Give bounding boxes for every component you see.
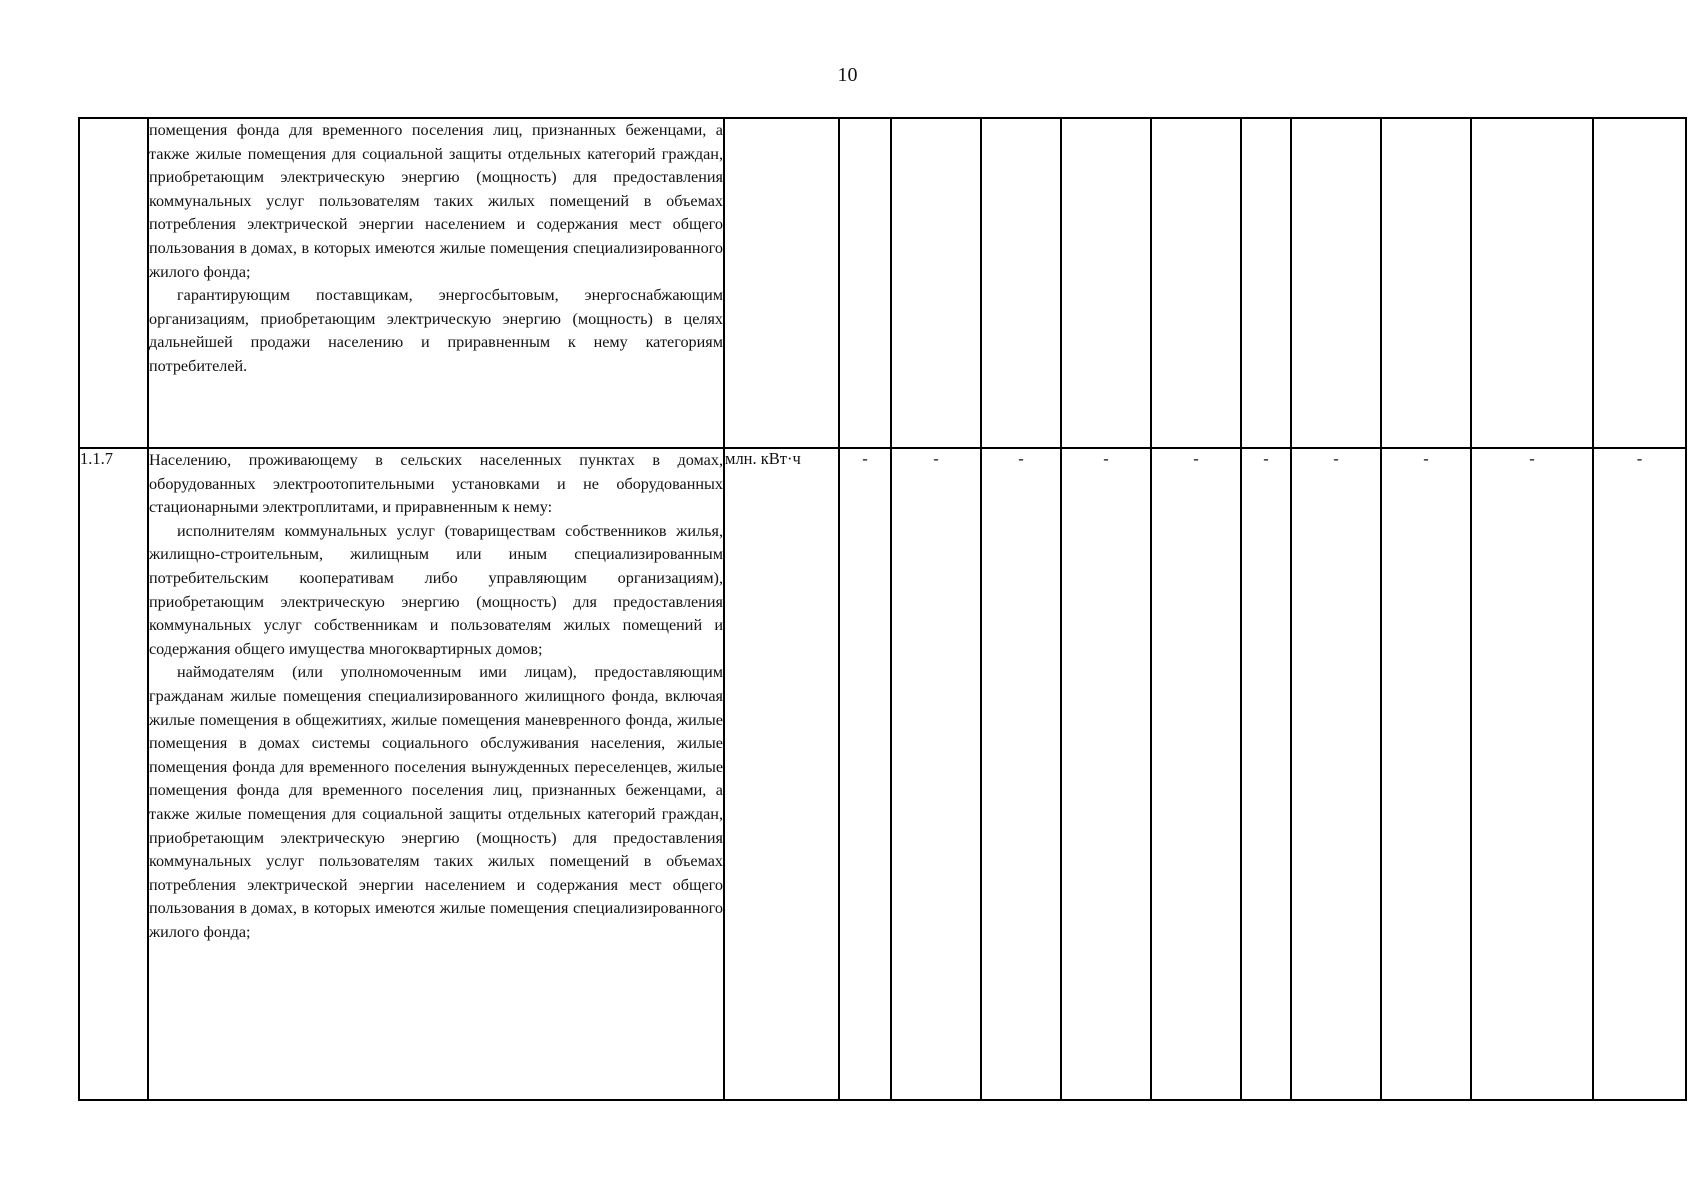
table-row-continuation <box>79 118 1686 448</box>
unit-cell: млн. кВт·ч <box>724 448 839 1100</box>
row-description-cell <box>148 118 724 448</box>
value-cell <box>981 118 1061 448</box>
table-row-1-1-7 <box>79 448 1686 1100</box>
description-paragraph: исполнителям коммунальных услуг (товариществам собственников жилья, жилищно-строительным, жилищным или иным специализированным потребительским кооперативам либо управляющим организациям), приобретающим электрическую энергию (мощность) для предоставления коммунальных услуг собственникам и пользователям жилых помещений и содержания общего имущества многоквартирных домов; <box>149 521 723 658</box>
value-cell <box>839 118 891 448</box>
row-description-cell <box>148 448 724 1100</box>
value-cell <box>1241 118 1291 448</box>
tariff-table <box>78 117 1687 1101</box>
unit-cell <box>724 118 839 448</box>
value-cell: - <box>981 448 1061 1100</box>
value-cell <box>891 118 981 448</box>
description-paragraph: гарантирующим поставщикам, энергосбытовым, энергоснабжающим организациям, приобретающим электрическую энергию (мощность) в целях дальнейшей продажи населению и приравненным к нему категориям потребителей. <box>149 286 723 375</box>
value-cell: - <box>891 448 981 1100</box>
page-number: 10 <box>837 64 858 86</box>
value-cell: - <box>1593 448 1686 1100</box>
description-paragraph: помещения фонда для временного поселения лиц, признанных беженцами, а также жилые помещения для социальной защиты отдельных категорий граждан, приобретающим электрическую энергию (мощность) для предоставления коммунальных услуг пользователям таких жилых помещений в объемах потребления электрической энергии населением и содержания мест общего пользования в домах, в которых имеются жилые помещения специализированного жилого фонда; <box>149 121 723 281</box>
value-cell <box>1593 118 1686 448</box>
value-cell: - <box>1151 448 1241 1100</box>
value-cell <box>1061 118 1151 448</box>
value-cell: - <box>1381 448 1471 1100</box>
row-number-cell: 1.1.7 <box>79 448 148 1100</box>
value-cell <box>1151 118 1241 448</box>
description-paragraph: Населению, проживающему в сельских населенных пунктах в домах, оборудованных электроотопительными установками и не оборудованных стационарными электроплитами, и приравненным к нему: <box>149 451 723 517</box>
description-paragraph: наймодателям (или уполномоченным ими лицам), предоставляющим гражданам жилые помещения специализированного жилищного фонда, включая жилые помещения в общежитиях, жилые помещения маневренного фонда, жилые помещения в домах системы социального обслуживания населения, жилые помещения фонда для временного поселения вынужденных переселенцев, жилые помещения фонда для временного поселения лиц, признанных беженцами, а также жилые помещения для социальной защиты отдельных категорий граждан, приобретающим электрическую энергию (мощность) для предоставления коммунальных услуг пользователям таких жилых помещений в объемах потребления электрической энергии населением и содержания мест общего пользования в домах, в которых имеются жилые помещения специализированного жилого фонда; <box>149 663 723 941</box>
value-cell <box>1291 118 1381 448</box>
value-cell <box>1381 118 1471 448</box>
value-cell: - <box>1061 448 1151 1100</box>
value-cell: - <box>1291 448 1381 1100</box>
value-cell <box>1471 118 1593 448</box>
row-number-cell <box>79 118 148 448</box>
value-cell: - <box>1241 448 1291 1100</box>
value-cell: - <box>1471 448 1593 1100</box>
value-cell: - <box>839 448 891 1100</box>
